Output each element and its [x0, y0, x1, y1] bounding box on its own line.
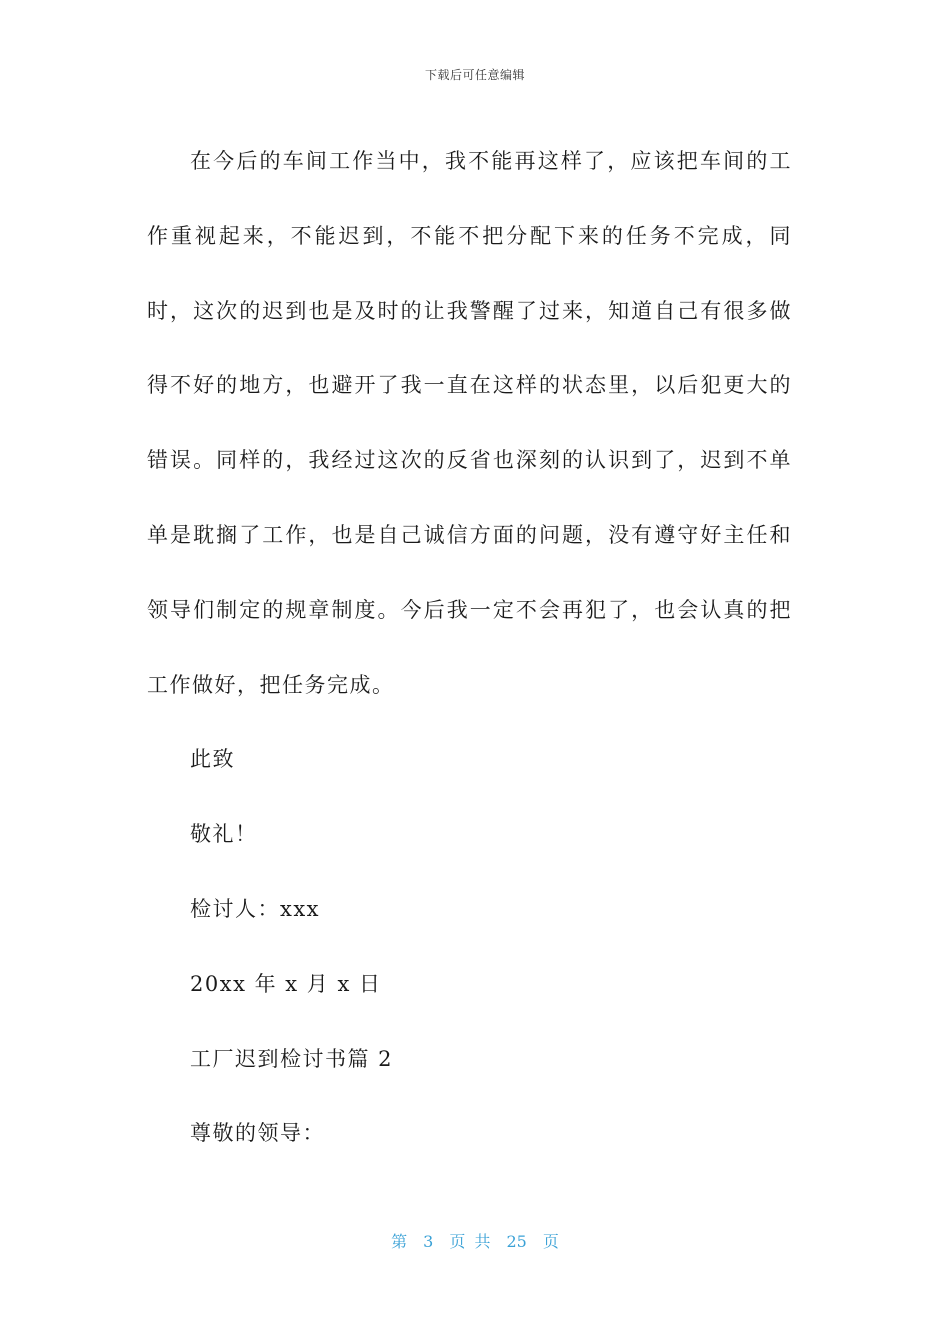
- closing-regards: 敬礼！: [190, 822, 258, 847]
- footer-total-pages: 25: [506, 1232, 527, 1251]
- closing-line: 此致: [190, 747, 235, 772]
- salutation-line: 尊敬的领导：: [190, 1121, 325, 1146]
- document-body: [147, 124, 792, 1171]
- section-title: 工厂迟到检讨书篇 2: [190, 1046, 394, 1071]
- footer-current-page: 3: [423, 1232, 434, 1251]
- page-header: 下载后可任意编辑: [424, 68, 525, 82]
- page-footer: [0, 1229, 950, 1252]
- signature-line: 检讨人：xxx: [190, 896, 321, 921]
- footer-prefix: 第: [391, 1232, 408, 1251]
- footer-suffix: 页: [542, 1232, 559, 1251]
- body-paragraph: 在今后的车间工作当中，我不能再这样了，应该把车间的工作重视起来，不能迟到，不能不把分配下来的任务不完成，同时，这次的迟到也是及时的让我警醒了过来，知道自己有很多做得不好的地方，也避开了我一直在这样的状态里，以后犯更大的错误。同样的，我经过这次的反省也深刻的认识到了，迟到不单单是耽搁了工作，也是自己诚信方面的问题，没有遵守好主任和领导们制定的规章制度。今后我一定不会再犯了，也会认真的把工作做好，把任务完成。: [147, 149, 792, 697]
- date-line: 20xx 年 x 月 x 日: [190, 971, 382, 996]
- footer-middle: 页 共: [449, 1232, 491, 1251]
